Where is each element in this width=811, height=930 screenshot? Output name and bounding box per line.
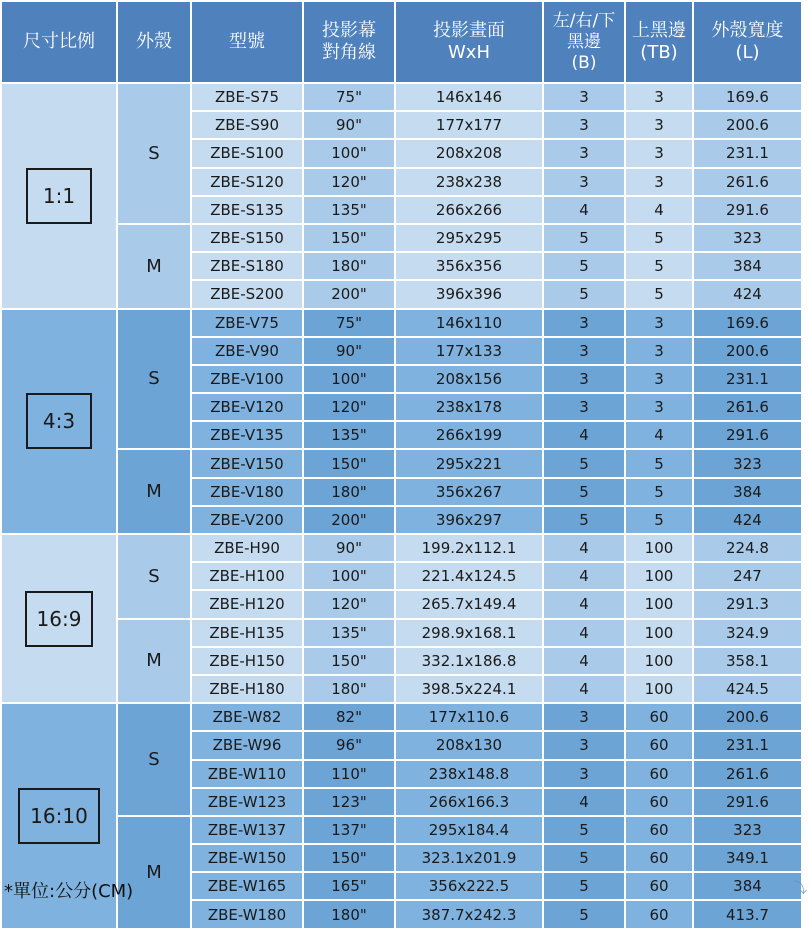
shell-width-cell: 231.1	[693, 731, 802, 759]
diagonal-cell: 90"	[303, 111, 395, 139]
screen-size-cell: 295x184.4	[395, 816, 543, 844]
ratio-label: 1:1	[26, 168, 92, 224]
screen-size-cell: 356x222.5	[395, 872, 543, 900]
shell-width-cell: 261.6	[693, 760, 802, 788]
ratio-label: 4:3	[26, 393, 92, 449]
shell-width-cell: 169.6	[693, 83, 802, 111]
shell-width-cell: 323	[693, 224, 802, 252]
screen-size-cell: 323.1x201.9	[395, 844, 543, 872]
screen-size-cell: 177x133	[395, 337, 543, 365]
side-border-cell: 5	[543, 449, 625, 477]
side-border-cell: 3	[543, 731, 625, 759]
header-side-line3: (B)	[571, 52, 597, 73]
side-border-cell: 5	[543, 872, 625, 900]
model-cell: ZBE-V120	[191, 393, 303, 421]
side-border-cell: 3	[543, 365, 625, 393]
screen-size-cell: 356x356	[395, 252, 543, 280]
top-border-cell: 3	[625, 309, 693, 337]
screen-size-cell: 238x238	[395, 168, 543, 196]
side-border-cell: 5	[543, 816, 625, 844]
shell-width-cell: 200.6	[693, 703, 802, 731]
screen-size-cell: 266x266	[395, 196, 543, 224]
side-border-cell: 3	[543, 168, 625, 196]
table-row	[1, 816, 802, 844]
top-border-cell: 3	[625, 393, 693, 421]
shell-width-cell: 384	[693, 252, 802, 280]
screen-size-cell: 208x208	[395, 139, 543, 167]
shell-width-cell: 384	[693, 872, 802, 900]
table-row	[1, 619, 802, 647]
model-cell: ZBE-V200	[191, 506, 303, 534]
side-border-cell: 3	[543, 393, 625, 421]
ratio-label: 16:10	[18, 788, 100, 844]
screen-size-cell: 387.7x242.3	[395, 900, 543, 928]
model-cell: ZBE-W123	[191, 788, 303, 816]
diagonal-cell: 120"	[303, 168, 395, 196]
diagonal-cell: 100"	[303, 365, 395, 393]
top-border-cell: 3	[625, 83, 693, 111]
header-shell: 外殼	[117, 1, 191, 83]
corner-arrow-icon: ⤵	[793, 881, 807, 897]
side-border-cell: 5	[543, 280, 625, 308]
shell-width-cell: 291.6	[693, 421, 802, 449]
model-cell: ZBE-S120	[191, 168, 303, 196]
top-border-cell: 60	[625, 731, 693, 759]
top-border-cell: 4	[625, 196, 693, 224]
header-width-line1: 外殼寬度	[711, 20, 784, 41]
side-border-cell: 4	[543, 788, 625, 816]
side-border-cell: 4	[543, 534, 625, 562]
unit-footnote: *單位:公分(CM)	[4, 881, 134, 902]
side-border-cell: 5	[543, 900, 625, 928]
diagonal-cell: 75"	[303, 309, 395, 337]
shell-width-cell: 324.9	[693, 619, 802, 647]
top-border-cell: 60	[625, 844, 693, 872]
side-border-cell: 5	[543, 506, 625, 534]
model-cell: ZBE-W150	[191, 844, 303, 872]
shell-width-cell: 169.6	[693, 309, 802, 337]
diagonal-cell: 150"	[303, 224, 395, 252]
screen-size-cell: 238x178	[395, 393, 543, 421]
diagonal-cell: 90"	[303, 337, 395, 365]
shell-width-cell: 200.6	[693, 111, 802, 139]
top-border-cell: 3	[625, 337, 693, 365]
screen-size-cell: 177x110.6	[395, 703, 543, 731]
header-shell-width	[693, 1, 802, 83]
side-border-cell: 4	[543, 196, 625, 224]
shell-width-cell: 224.8	[693, 534, 802, 562]
side-border-cell: 5	[543, 844, 625, 872]
model-cell: ZBE-W110	[191, 760, 303, 788]
shell-size-cell: M	[117, 816, 191, 929]
diagonal-cell: 150"	[303, 449, 395, 477]
side-border-cell: 5	[543, 224, 625, 252]
screen-size-cell: 398.5x224.1	[395, 675, 543, 703]
model-cell: ZBE-H120	[191, 590, 303, 618]
header-screen-line1: 投影畫面	[433, 20, 505, 41]
shell-width-cell: 413.7	[693, 900, 802, 928]
diagonal-cell: 180"	[303, 478, 395, 506]
top-border-cell: 5	[625, 224, 693, 252]
model-cell: ZBE-V180	[191, 478, 303, 506]
shell-width-cell: 424.5	[693, 675, 802, 703]
top-border-cell: 3	[625, 365, 693, 393]
model-cell: ZBE-W137	[191, 816, 303, 844]
header-side-line1: 左/右/下	[552, 10, 616, 31]
shell-width-cell: 261.6	[693, 168, 802, 196]
side-border-cell: 3	[543, 337, 625, 365]
model-cell: ZBE-W82	[191, 703, 303, 731]
ratio-label: 16:9	[25, 591, 94, 647]
table-body	[1, 83, 802, 929]
screen-size-cell: 295x295	[395, 224, 543, 252]
top-border-cell: 4	[625, 421, 693, 449]
model-cell: ZBE-S150	[191, 224, 303, 252]
diagonal-cell: 96"	[303, 731, 395, 759]
header-top-line1: 上黑邊	[632, 20, 686, 41]
header-ratio: 尺寸比例	[1, 1, 117, 83]
diagonal-cell: 135"	[303, 196, 395, 224]
side-border-cell: 4	[543, 421, 625, 449]
top-border-cell: 100	[625, 619, 693, 647]
side-border-cell: 4	[543, 619, 625, 647]
header-side-line2: 黑邊	[567, 31, 601, 52]
shell-width-cell: 200.6	[693, 337, 802, 365]
table-row	[1, 309, 802, 337]
side-border-cell: 4	[543, 647, 625, 675]
diagonal-cell: 90"	[303, 534, 395, 562]
screen-size-cell: 238x148.8	[395, 760, 543, 788]
shell-size-cell: S	[117, 83, 191, 224]
top-border-cell: 5	[625, 252, 693, 280]
top-border-cell: 5	[625, 449, 693, 477]
model-cell: ZBE-H150	[191, 647, 303, 675]
screen-size-cell: 332.1x186.8	[395, 647, 543, 675]
side-border-cell: 4	[543, 562, 625, 590]
model-cell: ZBE-H90	[191, 534, 303, 562]
diagonal-cell: 137"	[303, 816, 395, 844]
model-cell: ZBE-H135	[191, 619, 303, 647]
diagonal-cell: 200"	[303, 280, 395, 308]
shell-width-cell: 291.3	[693, 590, 802, 618]
model-cell: ZBE-S75	[191, 83, 303, 111]
side-border-cell: 4	[543, 590, 625, 618]
diagonal-cell: 123"	[303, 788, 395, 816]
shell-size-cell: M	[117, 619, 191, 704]
shell-width-cell: 358.1	[693, 647, 802, 675]
table-row	[1, 449, 802, 477]
header-screen-size	[395, 1, 543, 83]
model-cell: ZBE-H180	[191, 675, 303, 703]
screen-size-cell: 208x130	[395, 731, 543, 759]
screen-size-cell: 208x156	[395, 365, 543, 393]
screen-size-cell: 295x221	[395, 449, 543, 477]
shell-width-cell: 291.6	[693, 788, 802, 816]
shell-width-cell: 349.1	[693, 844, 802, 872]
shell-width-cell: 291.6	[693, 196, 802, 224]
diagonal-cell: 110"	[303, 760, 395, 788]
shell-width-cell: 231.1	[693, 139, 802, 167]
header-model: 型號	[191, 1, 303, 83]
screen-size-cell: 146x146	[395, 83, 543, 111]
shell-size-cell: S	[117, 703, 191, 816]
top-border-cell: 100	[625, 647, 693, 675]
header-screen-line2: WxH	[448, 42, 490, 63]
diagonal-cell: 82"	[303, 703, 395, 731]
shell-width-cell: 261.6	[693, 393, 802, 421]
top-border-cell: 60	[625, 760, 693, 788]
side-border-cell: 3	[543, 111, 625, 139]
side-border-cell: 3	[543, 703, 625, 731]
diagonal-cell: 75"	[303, 83, 395, 111]
model-cell: ZBE-S100	[191, 139, 303, 167]
screen-size-cell: 356x267	[395, 478, 543, 506]
screen-size-cell: 146x110	[395, 309, 543, 337]
top-border-cell: 3	[625, 139, 693, 167]
top-border-cell: 100	[625, 534, 693, 562]
screen-size-cell: 298.9x168.1	[395, 619, 543, 647]
shell-width-cell: 231.1	[693, 365, 802, 393]
model-cell: ZBE-H100	[191, 562, 303, 590]
model-cell: ZBE-V75	[191, 309, 303, 337]
side-border-cell: 3	[543, 760, 625, 788]
diagonal-cell: 180"	[303, 900, 395, 928]
shell-size-cell: S	[117, 309, 191, 450]
diagonal-cell: 100"	[303, 562, 395, 590]
top-border-cell: 60	[625, 703, 693, 731]
shell-width-cell: 247	[693, 562, 802, 590]
model-cell: ZBE-V150	[191, 449, 303, 477]
side-border-cell: 3	[543, 309, 625, 337]
header-side-border	[543, 1, 625, 83]
top-border-cell: 60	[625, 900, 693, 928]
header-top-border	[625, 1, 693, 83]
model-cell: ZBE-S90	[191, 111, 303, 139]
header-top-line2: (TB)	[640, 42, 678, 63]
top-border-cell: 5	[625, 280, 693, 308]
model-cell: ZBE-W180	[191, 900, 303, 928]
diagonal-cell: 120"	[303, 393, 395, 421]
screen-size-cell: 265.7x149.4	[395, 590, 543, 618]
ratio-cell	[1, 83, 117, 309]
top-border-cell: 100	[625, 590, 693, 618]
top-border-cell: 60	[625, 872, 693, 900]
header-diagonal	[303, 1, 395, 83]
table-row	[1, 83, 802, 111]
shell-size-cell: M	[117, 449, 191, 534]
shell-width-cell: 424	[693, 280, 802, 308]
diagonal-cell: 135"	[303, 421, 395, 449]
screen-size-cell: 396x297	[395, 506, 543, 534]
header-width-line2: (L)	[735, 42, 760, 63]
ratio-cell	[1, 534, 117, 703]
side-border-cell: 3	[543, 83, 625, 111]
top-border-cell: 60	[625, 788, 693, 816]
side-border-cell: 5	[543, 478, 625, 506]
shell-size-cell: S	[117, 534, 191, 619]
shell-width-cell: 424	[693, 506, 802, 534]
shell-width-cell: 323	[693, 449, 802, 477]
diagonal-cell: 200"	[303, 506, 395, 534]
top-border-cell: 100	[625, 562, 693, 590]
screen-size-cell: 266x166.3	[395, 788, 543, 816]
side-border-cell: 4	[543, 675, 625, 703]
model-cell: ZBE-S135	[191, 196, 303, 224]
table-row	[1, 534, 802, 562]
top-border-cell: 5	[625, 478, 693, 506]
ratio-cell	[1, 309, 117, 535]
shell-size-cell: M	[117, 224, 191, 309]
diagonal-cell: 120"	[303, 590, 395, 618]
diagonal-cell: 100"	[303, 139, 395, 167]
model-cell: ZBE-V100	[191, 365, 303, 393]
diagonal-cell: 180"	[303, 252, 395, 280]
header-diagonal-line2: 對角線	[322, 42, 376, 63]
header-row	[1, 1, 802, 83]
model-cell: ZBE-V90	[191, 337, 303, 365]
screen-size-cell: 221.4x124.5	[395, 562, 543, 590]
top-border-cell: 5	[625, 506, 693, 534]
screen-size-cell: 199.2x112.1	[395, 534, 543, 562]
diagonal-cell: 150"	[303, 844, 395, 872]
model-cell: ZBE-S200	[191, 280, 303, 308]
diagonal-cell: 150"	[303, 647, 395, 675]
top-border-cell: 60	[625, 816, 693, 844]
model-cell: ZBE-W96	[191, 731, 303, 759]
diagonal-cell: 165"	[303, 872, 395, 900]
diagonal-cell: 135"	[303, 619, 395, 647]
table-row	[1, 224, 802, 252]
table-row	[1, 703, 802, 731]
top-border-cell: 3	[625, 111, 693, 139]
side-border-cell: 5	[543, 252, 625, 280]
screen-size-cell: 396x396	[395, 280, 543, 308]
header-diagonal-line1: 投影幕	[322, 20, 376, 41]
shell-width-cell: 323	[693, 816, 802, 844]
top-border-cell: 3	[625, 168, 693, 196]
side-border-cell: 3	[543, 139, 625, 167]
screen-size-cell: 177x177	[395, 111, 543, 139]
model-cell: ZBE-W165	[191, 872, 303, 900]
diagonal-cell: 180"	[303, 675, 395, 703]
model-cell: ZBE-S180	[191, 252, 303, 280]
shell-width-cell: 384	[693, 478, 802, 506]
model-cell: ZBE-V135	[191, 421, 303, 449]
screen-size-cell: 266x199	[395, 421, 543, 449]
top-border-cell: 100	[625, 675, 693, 703]
